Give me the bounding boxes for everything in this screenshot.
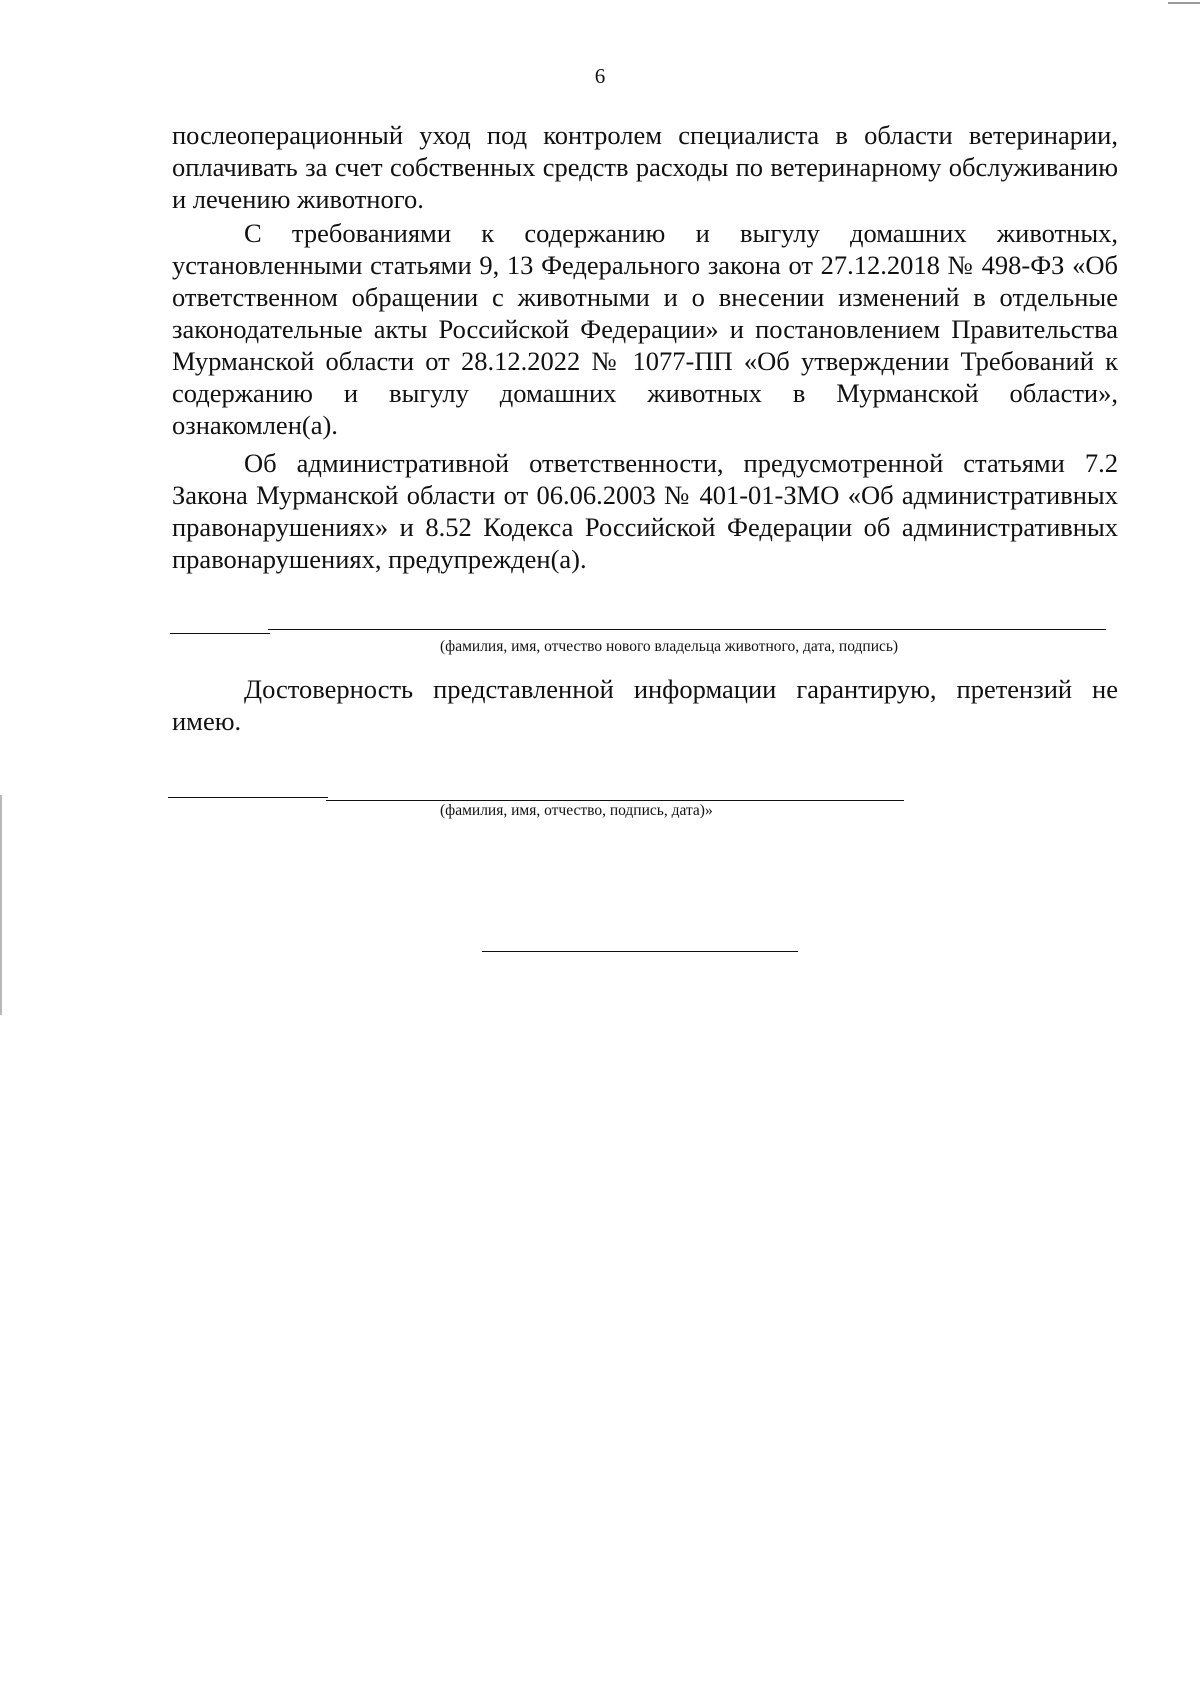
paragraph-administrative-liability: Об административной ответственности, предусмотренной статьями 7.2 Закона Мурманской области от 06.06.2003 № 401-01-ЗМО «Об административных правонарушениях» и 8.52 Кодекса Российской Федерации об административных правонарушениях, предупрежден(а). (172, 448, 1118, 574)
signature-caption-new-owner: (фамилия, имя, отчество нового владельца животного, дата, подпись) (440, 638, 899, 655)
scan-edge-mark (1168, 2, 1200, 4)
signature-line-applicant (168, 797, 328, 798)
signature-line-new-owner (170, 633, 270, 634)
signature-line-applicant (326, 800, 904, 801)
paragraph-pet-keeping-requirements: С требованиями к содержанию и выгулу домашних животных, установленными статьями 9, 13 Федерального закона от 27.12.2018 № 498-ФЗ «Об ответственном обращении с животными и о внесении изменений в отдельные законодательные акты Российской Федерации» и постановлением Правительства Мурманской области от 28.12.2022 № 1077-ПП «Об утверждении Требований к содержанию и выгулу домашних животных в Мурманской области», ознакомлен(а). (172, 218, 1118, 440)
closing-separator-line (482, 951, 798, 952)
signature-line-new-owner (268, 629, 1106, 630)
scan-edge-mark (0, 795, 2, 1015)
page-number: 6 (594, 64, 606, 88)
paragraph-guarantee: Достоверность представленной информации гарантирую, претензий не имею. (172, 674, 1118, 736)
paragraph-continuation: послеоперационный уход под контролем специалиста в области ветеринарии, оплачивать за счет собственных средств расходы по ветеринарному обслуживанию и лечению животного. (172, 120, 1118, 214)
signature-caption-applicant: (фамилия, имя, отчество, подпись, дата)» (440, 802, 713, 819)
